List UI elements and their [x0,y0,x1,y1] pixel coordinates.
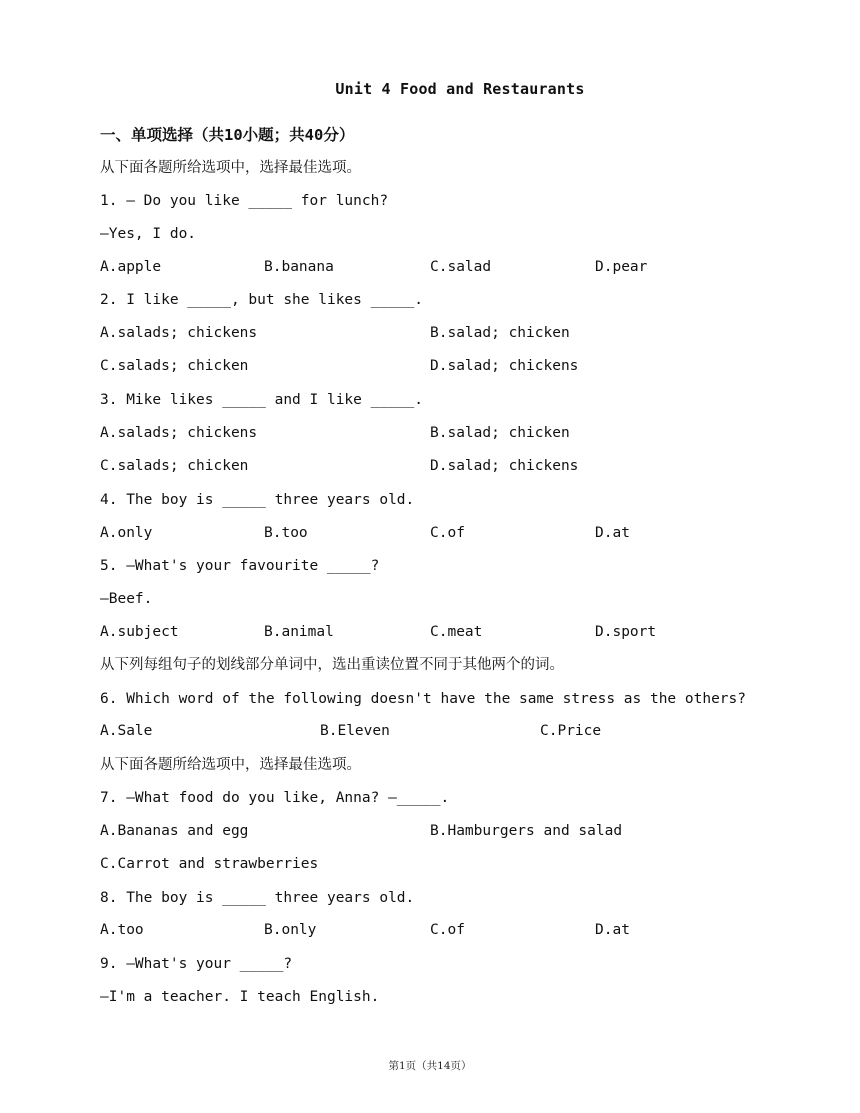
question-8-option-c: C.of [430,922,465,938]
question-8-option-a: A.too [100,922,144,938]
instruction-text: 从下面各题所给选项中，选择最佳选项。 [100,160,361,176]
question-1-option-a: A.apple [100,259,162,275]
question-1-option-c: C.salad [430,259,492,275]
question-4-option-b: B.too [264,525,308,541]
question-9-response: —I'm a teacher. I teach English. [100,989,380,1005]
question-3-option-b: B.salad; chicken [430,425,570,441]
question-3-option-a: A.salads; chickens [100,425,258,441]
question-5-response: —Beef. [100,591,153,607]
question-7-stem: 7. —What food do you like, Anna? —_____. [100,790,450,806]
question-6-option-c: C.Price [540,723,602,739]
question-3-stem: 3. Mike likes _____ and I like _____. [100,392,424,408]
question-2-stem: 2. I like _____, but she likes _____. [100,292,424,308]
question-5-option-a: A.subject [100,624,179,640]
question-2-option-c: C.salads; chicken [100,358,249,374]
section-heading: 一、单项选择（共10小题；共40分） [100,126,355,144]
question-8-option-d: D.at [595,922,630,938]
question-1-response: —Yes, I do. [100,226,197,242]
question-7-option-b: B.Hamburgers and salad [430,823,623,839]
question-1-option-d: D.pear [595,259,648,275]
question-4-option-d: D.at [595,525,630,541]
question-4-stem: 4. The boy is _____ three years old. [100,492,415,508]
question-4-option-c: C.of [430,525,465,541]
question-5-stem: 5. —What's your favourite _____? [100,558,380,574]
page-footer: 第1页（共14页） [388,1060,472,1072]
question-8-option-b: B.only [264,922,317,938]
instruction-text: 从下列每组句子的划线部分单词中，选出重读位置不同于其他两个的词。 [100,657,564,673]
page-title: Unit 4 Food and Restaurants [335,80,585,98]
question-5-option-b: B.animal [264,624,334,640]
question-4-option-a: A.only [100,525,153,541]
question-7-option-c: C.Carrot and strawberries [100,856,319,872]
question-2-option-a: A.salads; chickens [100,325,258,341]
instruction-text: 从下面各题所给选项中，选择最佳选项。 [100,757,361,773]
question-2-option-d: D.salad; chickens [430,358,579,374]
question-6-option-a: A.Sale [100,723,153,739]
question-9-stem: 9. —What's your _____? [100,956,293,972]
question-5-option-c: C.meat [430,624,483,640]
question-7-option-a: A.Bananas and egg [100,823,249,839]
question-2-option-b: B.salad; chicken [430,325,570,341]
question-5-option-d: D.sport [595,624,657,640]
question-8-stem: 8. The boy is _____ three years old. [100,890,415,906]
question-6-stem: 6. Which word of the following doesn't have the same stress as the others? [100,691,747,707]
question-6-option-b: B.Eleven [320,723,390,739]
question-3-option-c: C.salads; chicken [100,458,249,474]
question-1-stem: 1. — Do you like _____ for lunch? [100,193,389,209]
question-1-option-b: B.banana [264,259,334,275]
question-3-option-d: D.salad; chickens [430,458,579,474]
